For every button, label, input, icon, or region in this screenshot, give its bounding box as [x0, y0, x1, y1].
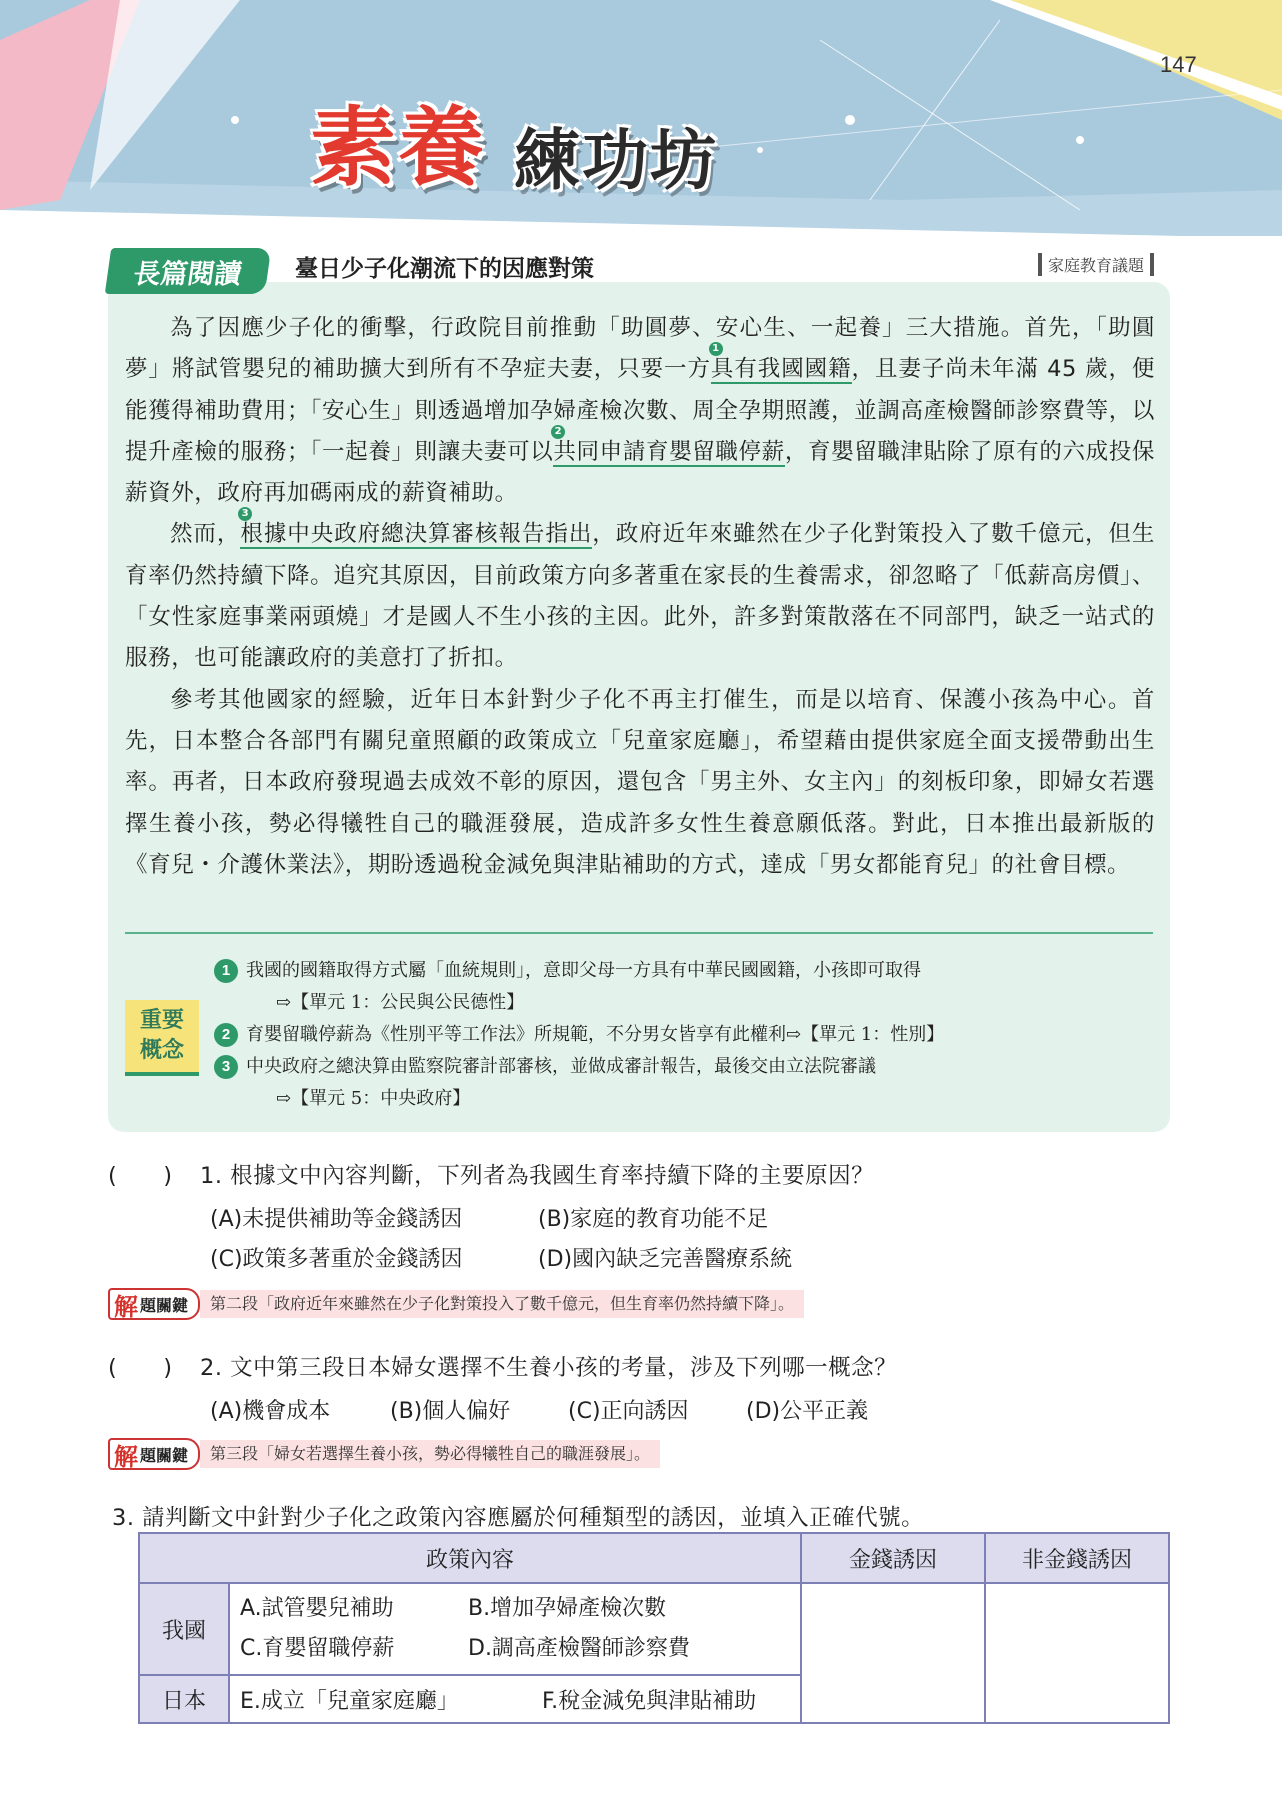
- paragraph-2: [125, 508, 1155, 679]
- policy-table: [138, 1532, 1170, 1724]
- underline-3: [240, 508, 593, 549]
- question-1-options-row2: [210, 1242, 810, 1273]
- answer-blank[interactable]: ( ): [108, 1355, 173, 1381]
- question-1-options: [210, 1202, 810, 1233]
- table-row: [139, 1583, 1169, 1675]
- concept-note: [214, 955, 1154, 1019]
- section-title: 臺日少子化潮流下的因應對策: [295, 256, 594, 282]
- answer-blank[interactable]: ( ): [108, 1163, 173, 1189]
- note-ref: ⇨【單元 1：公民與公民德性】: [276, 992, 525, 1013]
- concept-note: [214, 1019, 1154, 1051]
- concept-label-line2: 概念: [139, 1038, 184, 1063]
- key-tag-big: 解: [114, 1442, 138, 1471]
- option-c[interactable]: (C)正向誘因: [568, 1399, 689, 1424]
- policy-item: E.成立「兒童家庭廳」: [240, 1688, 459, 1714]
- text: 為了因應少子化的衝擊，行政院目前推動「助圓夢、安心生、一起養」三大措施。首先，「助圓夢」將試管嬰兒的補助擴大到所有不孕症夫妻，只要一方: [125, 315, 1155, 383]
- key-tag-label: 題關鍵: [140, 1445, 189, 1465]
- note-body: [246, 955, 1154, 1019]
- question-1-key: [108, 1288, 804, 1320]
- key-tag: [108, 1288, 200, 1320]
- concept-note: [214, 1051, 1154, 1115]
- key-text: 第三段「婦女若選擇生養小孩，勢必得犧牲自己的職涯發展」。: [200, 1440, 660, 1468]
- marker-2-icon: 2: [551, 425, 565, 439]
- note-number-icon: 1: [214, 959, 238, 983]
- question-2-options: [210, 1394, 910, 1425]
- text: 具有我國國籍: [710, 356, 852, 383]
- question-stem: 3. 請判斷文中針對少子化之政策內容應屬於何種類型的誘因，並填入正確代號。: [112, 1505, 925, 1531]
- note-text: 育嬰留職停薪為《性別平等工作法》所規範，不分男女皆享有此權利⇨【單元 1：性別】: [246, 1024, 945, 1045]
- page-header: [0, 0, 1282, 240]
- question-stem: 1. 根據文中內容判斷，下列者為我國生育率持續下降的主要原因？: [200, 1163, 875, 1189]
- passage: [125, 308, 1155, 886]
- policy-item: C.育嬰留職停薪: [240, 1636, 395, 1661]
- option-b[interactable]: (B)家庭的教育功能不足: [538, 1207, 769, 1232]
- page-title: [310, 78, 718, 202]
- row-label-japan: 日本: [139, 1675, 229, 1723]
- question-3: [112, 1500, 924, 1532]
- answer-cell-monetary[interactable]: [801, 1583, 985, 1723]
- question-2: [108, 1350, 897, 1382]
- underline-1: [710, 343, 852, 384]
- text: ，育嬰留職津貼除了原有的六成投保薪資外，政府再加碼兩成的薪資補助。: [125, 438, 1155, 507]
- header-monetary: 金錢誘因: [801, 1533, 985, 1583]
- paragraph-1: [125, 308, 1155, 514]
- key-tag-big: 解: [114, 1292, 138, 1321]
- policy-item: F.稅金減免與津貼補助: [542, 1688, 757, 1714]
- title-red: 素養: [310, 98, 486, 198]
- header-nonmonetary: 非金錢誘因: [985, 1533, 1169, 1583]
- answer-cell-nonmonetary[interactable]: [985, 1583, 1169, 1723]
- option-a[interactable]: (A)未提供補助等金錢誘因: [210, 1207, 463, 1232]
- question-stem: 2. 文中第三段日本婦女選擇不生養小孩的考量，涉及下列哪一概念？: [200, 1355, 898, 1381]
- text: 然而，: [170, 521, 241, 548]
- option-b[interactable]: (B)個人偏好: [390, 1399, 511, 1424]
- option-c[interactable]: (C)政策多著重於金錢誘因: [210, 1247, 463, 1272]
- underline-2: [553, 425, 785, 467]
- text: ，政府近年來雖然在少子化對策投入了數千億元，但生育率仍然持續下降。追究其原因，目前政策方向多著重在家長的生養需求，卻忽略了「低薪高房價」、「女性家庭事業兩頭燒」才是國人不生小孩的主因。此外，許多對策散落在不同部門，缺乏一站式的服務，也可能讓政府的美意打了折扣。: [125, 521, 1155, 672]
- marker-3-icon: 3: [238, 507, 252, 521]
- note-body: [246, 1019, 1154, 1051]
- marker-1-icon: 1: [709, 342, 723, 356]
- key-tag-label: 題關鍵: [140, 1295, 189, 1315]
- question-1: [108, 1158, 874, 1190]
- page-number: 147: [1160, 52, 1197, 77]
- title-dark: 練功坊: [514, 122, 718, 199]
- section-tag-label: 長篇閱讀: [131, 258, 244, 290]
- option-d[interactable]: (D)國內缺乏完善醫療系統: [538, 1247, 793, 1272]
- option-a[interactable]: (A)機會成本: [210, 1399, 331, 1424]
- note-text: 中央政府之總決算由監察院審計部審核，並做成審計報告，最後交由立法院審議: [246, 1056, 876, 1077]
- note-number-icon: 3: [214, 1055, 238, 1079]
- divider: [125, 932, 1153, 934]
- policy-item: A.試管嬰兒補助: [240, 1596, 394, 1621]
- option-d[interactable]: (D)公平正義: [746, 1399, 869, 1424]
- text: 根據中央政府總決算審核報告指出: [240, 521, 593, 548]
- paragraph-3: 參考其他國家的經驗，近年日本針對少子化不再主打催生，而是以培育、保護小孩為中心。首先，日本整合各部門有關兒童照顧的政策成立「兒童家庭廳」，希望藉由提供家庭全面支援帶動出生率。再者，日本政府發現過去成效不彰的原因，還包含「男主外、女主內」的刻板印象，即婦女若選擇生養小孩，勢必得犧牲自己的職涯發展，造成許多女性生養意願低落。對此，日本推出最新版的《育兒・介護休業法》，期盼透過稅金減免與津貼補助的方式，達成「男女都能育兒」的社會目標。: [125, 686, 1155, 878]
- row-items: [229, 1675, 801, 1723]
- row-items: [229, 1583, 801, 1675]
- note-number-icon: 2: [214, 1023, 238, 1047]
- concept-notes: [214, 955, 1154, 1115]
- note-body: [246, 1051, 1154, 1115]
- table-header-row: [139, 1533, 1169, 1583]
- policy-item: B.增加孕婦產檢次數: [468, 1596, 667, 1621]
- text: 共同申請育嬰留職停薪: [553, 438, 785, 465]
- header-policy: 政策內容: [139, 1533, 801, 1583]
- key-tag: [108, 1438, 200, 1470]
- text: ，且妻子尚未年滿 45 歲，便能獲得補助費用；「安心生」則透過增加孕婦產檢次數、周全孕期照護，並調高產檢醫師診察費等，以提升產檢的服務；「一起養」則讓夫妻可以: [125, 356, 1155, 465]
- question-2-key: [108, 1438, 660, 1470]
- note-ref: ⇨【單元 5：中央政府】: [276, 1088, 471, 1109]
- policy-item: D.調高產檢醫師診察費: [468, 1636, 690, 1661]
- concept-label-line1: 重要: [139, 1008, 184, 1033]
- topic-badge: 家庭教育議題: [1038, 253, 1154, 276]
- row-label-taiwan: 我國: [139, 1583, 229, 1675]
- note-text: 我國的國籍取得方式屬「血統規則」，意即父母一方具有中華民國國籍，小孩即可取得: [246, 960, 921, 981]
- key-text: 第二段「政府近年來雖然在少子化對策投入了數千億元，但生育率仍然持續下降」。: [200, 1290, 804, 1318]
- concept-label: [125, 1000, 199, 1076]
- section-tag: [105, 248, 271, 294]
